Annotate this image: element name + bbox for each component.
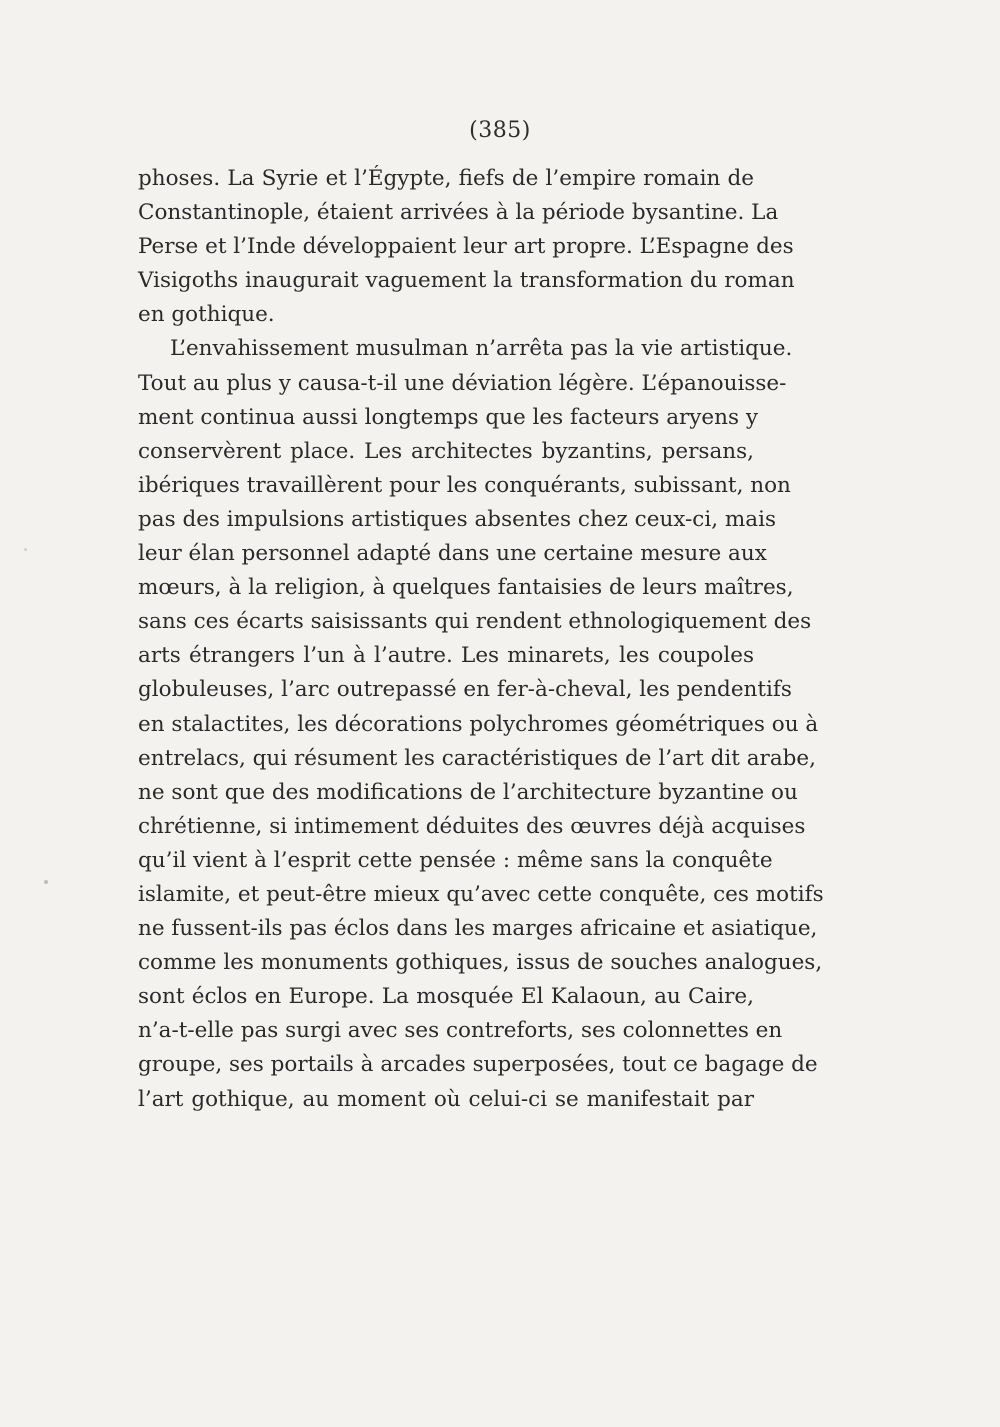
text-line: globuleuses, l’arc outrepassé en fer-à-cheval, les pendentifs	[138, 677, 792, 703]
body-text	[138, 162, 824, 1117]
text-line: en stalactites, les décorations polychromes géométriques ou à	[138, 711, 819, 737]
ink-speck	[44, 880, 48, 884]
text-line: arts étrangers l’un à l’autre. Les minarets, les coupoles	[138, 643, 754, 669]
text-line: L’envahissement musulman n’arrêta pas la vie artistique.	[170, 336, 793, 362]
text-line: pas des impulsions artistiques absentes chez ceux-ci, mais	[138, 506, 776, 532]
text-line: qu’il vient à l’esprit cette pensée : même sans la conquête	[138, 847, 773, 873]
text-line: conservèrent place. Les architectes byzantins, persans,	[138, 438, 754, 464]
text-line: entrelacs, qui résument les caractéristiques de l’art dit arabe,	[138, 745, 816, 771]
text-line: sans ces écarts saisissants qui rendent ethnologiquement des	[138, 609, 812, 635]
text-line: ment continua aussi longtemps que les facteurs aryens y	[138, 404, 759, 430]
text-line: n’a-t-elle pas surgi avec ses contreforts, ses colonnettes en	[138, 1018, 783, 1044]
text-line: ne sont que des modifications de l’architecture byzantine ou	[138, 779, 798, 805]
ink-speck	[24, 548, 27, 551]
text-line: ibériques travaillèrent pour les conquérants, subissant, non	[138, 472, 791, 498]
text-line: Tout au plus y causa-t-il une déviation légère. L’épanouisse-	[138, 370, 787, 396]
page-number: (385)	[469, 118, 531, 143]
text-line: phoses. La Syrie et l’Égypte, fiefs de l’empire romain de	[138, 166, 754, 191]
text-line: groupe, ses portails à arcades superposées, tout ce bagage de	[138, 1052, 818, 1078]
text-line: sont éclos en Europe. La mosquée El Kalaoun, au Caire,	[138, 984, 754, 1010]
text-line: ne fussent-ils pas éclos dans les marges africaine et asiatique,	[138, 916, 818, 942]
text-line: en gothique.	[138, 302, 275, 328]
text-line: Perse et l’Inde développaient leur art propre. L’Espagne des	[138, 234, 794, 260]
text-line: chrétienne, si intimement déduites des œuvres déjà acquises	[138, 813, 806, 839]
text-line: islamite, et peut-être mieux qu’avec cette conquête, ces motifs	[138, 881, 824, 907]
text-line: leur élan personnel adapté dans une certaine mesure aux	[138, 541, 767, 567]
text-line: Visigoths inaugurait vaguement la transformation du roman	[138, 268, 795, 294]
text-line: mœurs, à la religion, à quelques fantaisies de leurs maîtres,	[138, 575, 794, 601]
text-line: l’art gothique, au moment où celui-ci se manifestait par	[138, 1086, 754, 1112]
text-line: comme les monuments gothiques, issus de souches analogues,	[138, 950, 823, 976]
text-line: Constantinople, étaient arrivées à la période bysantine. La	[138, 200, 779, 226]
